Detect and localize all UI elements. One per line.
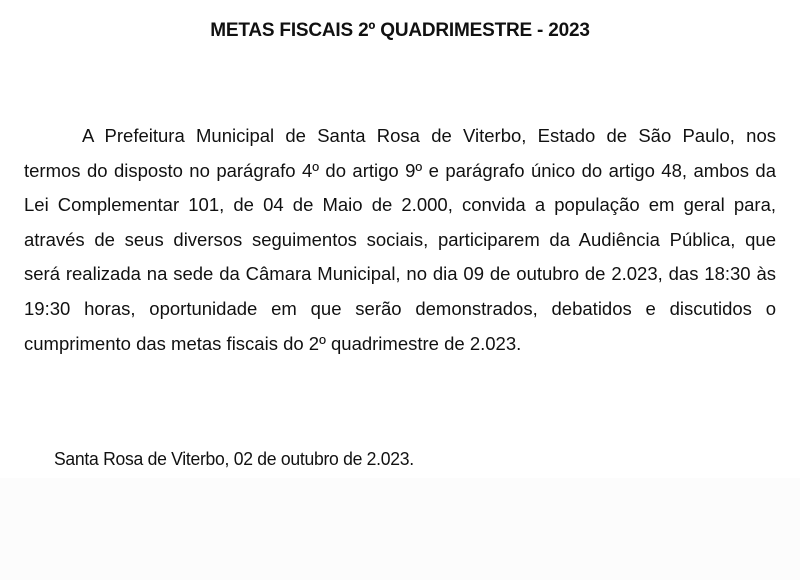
paragraph-line: 19:30 horas, oportunidade em que serão demonstrados, debatidos e discutidos o bbox=[24, 297, 776, 319]
page-lower-band bbox=[0, 478, 800, 580]
paragraph-line: termos do disposto no parágrafo 4º do artigo 9º e parágrafo único do artigo 48, ambos da bbox=[24, 159, 776, 181]
document-title: METAS FISCAIS 2º QUADRIMESTRE - 2023 bbox=[210, 20, 590, 41]
paragraph-line: cumprimento das metas fiscais do 2º quadrimestre de 2.023. bbox=[24, 332, 522, 354]
paragraph-line: através de seus diversos seguimentos sociais, participarem da Audiência Pública, que bbox=[24, 228, 776, 250]
place-date-line: Santa Rosa de Viterbo, 02 de outubro de 2.023. bbox=[54, 448, 414, 469]
paragraph-line: Lei Complementar 101, de 04 de Maio de 2.000, convida a população em geral para, bbox=[24, 194, 776, 216]
announcement-paragraph bbox=[24, 119, 776, 361]
paragraph-line: será realizada na sede da Câmara Municipal, no dia 09 de outubro de 2.023, das 18:30 às bbox=[24, 263, 776, 285]
paragraph-line: A Prefeitura Municipal de Santa Rosa de Viterbo, Estado de São Paulo, nos bbox=[82, 125, 776, 146]
